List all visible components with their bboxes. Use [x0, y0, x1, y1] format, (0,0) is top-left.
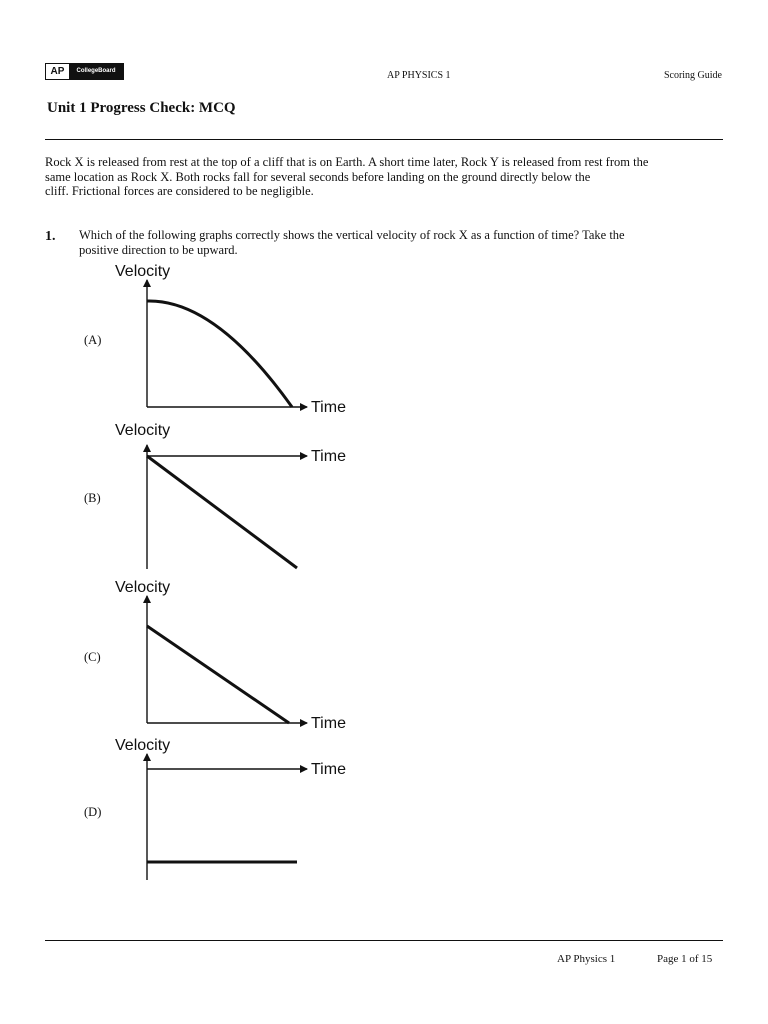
option-b-label[interactable]: (B): [84, 491, 101, 505]
header-divider: [45, 139, 723, 140]
logo-collegeboard-text: CollegeBoard: [69, 64, 123, 79]
logo-ap-text: AP: [46, 64, 69, 79]
question-prompt: [79, 228, 719, 257]
option-c-graph[interactable]: [105, 578, 365, 732]
option-d-graph[interactable]: [105, 736, 365, 886]
option-c-y-axis-label: Velocity: [115, 579, 171, 596]
option-b-y-axis-label: Velocity: [115, 422, 171, 439]
option-a-x-axis-label: Time: [311, 399, 346, 416]
ap-collegeboard-logo: [45, 63, 124, 80]
option-d-y-axis-label: Velocity: [115, 737, 171, 754]
question-line-1: Which of the following graphs correctly shows the vertical velocity of rock X as a function of time? Take the: [79, 228, 625, 242]
option-a-graph[interactable]: [105, 262, 365, 416]
option-a-y-axis-label: Velocity: [115, 263, 171, 280]
stimulus-line-1: Rock X is released from rest at the top of a cliff that is on Earth. A short time later, Rock Y is released from rest from the: [45, 155, 649, 169]
option-c-line: [147, 626, 289, 723]
option-b-graph[interactable]: [105, 421, 365, 571]
option-c-label[interactable]: (C): [84, 650, 101, 664]
stimulus-line-3: cliff. Frictional forces are considered to be negligible.: [45, 184, 314, 198]
question-number: 1.: [45, 229, 56, 244]
option-c-x-axis-label: Time: [311, 715, 346, 732]
question-line-2: positive direction to be upward.: [79, 242, 238, 257]
page-title: Unit 1 Progress Check: MCQ: [47, 100, 236, 116]
option-d-label[interactable]: (D): [84, 805, 102, 819]
option-a-curve: [147, 301, 292, 407]
stimulus-line-2: same location as Rock X. Both rocks fall for several seconds before landing on the ground directly below the: [45, 169, 591, 184]
footer-course: AP Physics 1: [557, 953, 616, 965]
header-course: AP PHYSICS 1: [387, 70, 451, 81]
footer-divider: [45, 940, 723, 941]
stimulus-text: [45, 155, 723, 199]
option-b-line: [147, 456, 297, 568]
option-b-x-axis-label: Time: [311, 448, 346, 465]
page-number: Page 1 of 15: [657, 953, 713, 965]
header-scoring-guide: Scoring Guide: [663, 70, 722, 81]
option-d-x-axis-label: Time: [311, 761, 346, 778]
option-a-label[interactable]: (A): [84, 333, 102, 347]
